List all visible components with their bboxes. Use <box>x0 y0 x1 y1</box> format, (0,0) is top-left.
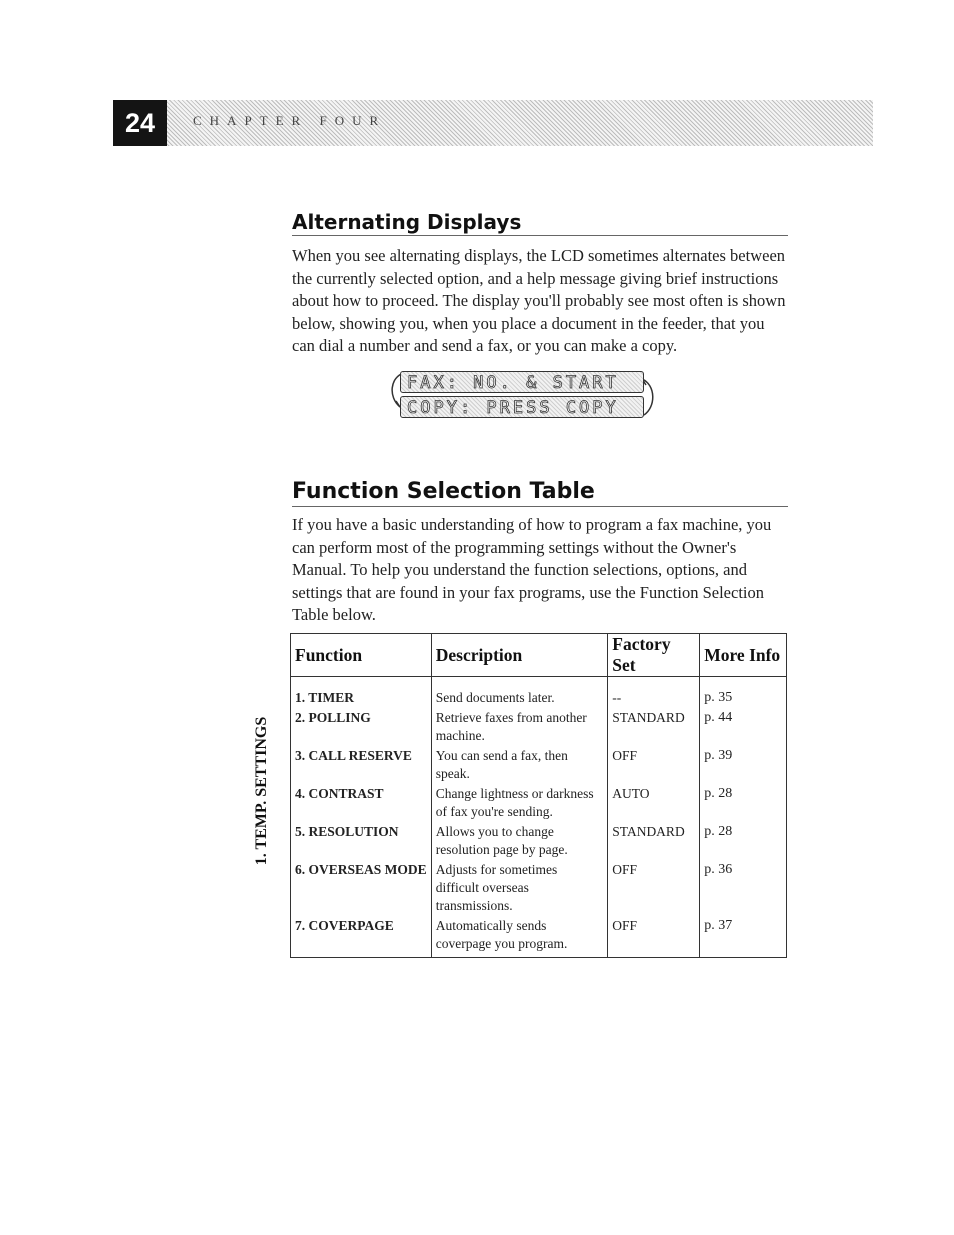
description-cell: You can send a fax, then speak. <box>431 745 608 783</box>
table-header-row <box>291 634 787 677</box>
more-info-cell: p. 37 <box>700 915 787 958</box>
function-cell: 4. CONTRAST <box>291 783 432 821</box>
function-cell: 2. POLLING <box>291 707 432 745</box>
header-function: Function <box>291 634 432 677</box>
page-number: 24 <box>113 100 167 146</box>
side-section-label: 1. TEMP. SETTINGS <box>253 716 270 866</box>
table-row <box>291 707 787 745</box>
chapter-header-band <box>113 100 873 146</box>
function-cell: 5. RESOLUTION <box>291 821 432 859</box>
function-selection-table <box>290 633 787 958</box>
table-row <box>291 677 787 708</box>
function-selection-text: If you have a basic understanding of how to program a fax machine, you can perform most of the programming settings without the Owner's Manual. To help you understand the function selections, options, and settings that are found in your fax programs, use the Function Selection Table below. <box>292 515 772 624</box>
table-row <box>291 915 787 958</box>
more-info-cell: p. 35 <box>700 677 787 708</box>
more-info-cell: p. 28 <box>700 821 787 859</box>
table-row <box>291 859 787 915</box>
description-cell: Send documents later. <box>431 677 608 708</box>
factory-set-cell: -- <box>608 677 700 708</box>
function-cell: 1. TIMER <box>291 677 432 708</box>
description-cell: Allows you to change resolution page by page. <box>431 821 608 859</box>
factory-set-cell: OFF <box>608 859 700 915</box>
description-cell: Automatically sends coverpage you program. <box>431 915 608 958</box>
lcd-line-1: FAX: NO. & START <box>400 371 644 393</box>
more-info-cell: p. 44 <box>700 707 787 745</box>
lcd-display-illustration <box>382 367 662 423</box>
description-cell: Change lightness or darkness of fax you're sending. <box>431 783 608 821</box>
chapter-label: CHAPTER FOUR <box>193 113 387 128</box>
factory-set-cell: STANDARD <box>608 821 700 859</box>
header-factory-set: Factory Set <box>608 634 700 677</box>
table-row <box>291 745 787 783</box>
factory-set-cell: OFF <box>608 745 700 783</box>
alternating-displays-text: When you see alternating displays, the LCD sometimes alternates between the currently selected option, and a help message giving brief instructions about how to proceed. The display you'll probably see most often is shown below, showing you, when you place a document in the feeder, that you can dial a number and send a fax, or you can make a copy. <box>292 246 786 355</box>
factory-set-cell: OFF <box>608 915 700 958</box>
more-info-cell: p. 36 <box>700 859 787 915</box>
description-cell: Adjusts for sometimes difficult overseas transmissions. <box>431 859 608 915</box>
more-info-cell: p. 28 <box>700 783 787 821</box>
table-row <box>291 821 787 859</box>
function-selection-heading: Function Selection Table <box>292 480 788 507</box>
function-cell: 6. OVERSEAS MODE <box>291 859 432 915</box>
function-cell: 3. CALL RESERVE <box>291 745 432 783</box>
header-description: Description <box>431 634 608 677</box>
header-more-info: More Info <box>700 634 787 677</box>
lcd-line-2: COPY: PRESS COPY <box>400 396 644 418</box>
more-info-cell: p. 39 <box>700 745 787 783</box>
function-cell: 7. COVERPAGE <box>291 915 432 958</box>
factory-set-cell: AUTO <box>608 783 700 821</box>
description-cell: Retrieve faxes from another machine. <box>431 707 608 745</box>
alternating-displays-heading: Alternating Displays <box>292 211 788 236</box>
table-row <box>291 783 787 821</box>
factory-set-cell: STANDARD <box>608 707 700 745</box>
